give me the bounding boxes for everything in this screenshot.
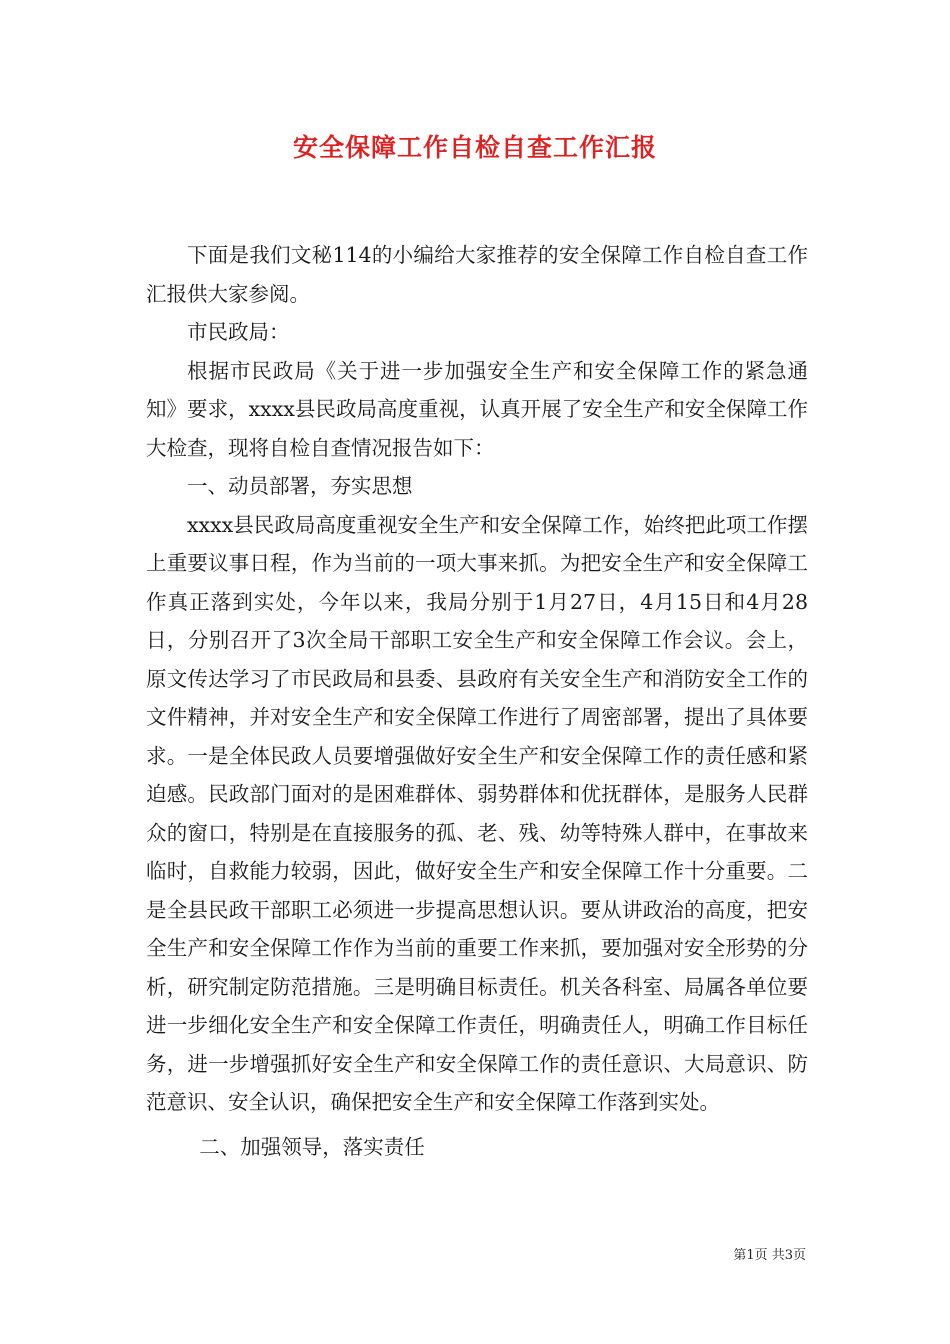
document-body xyxy=(146,236,808,1166)
document-title: 安全保障工作自检自查工作汇报 xyxy=(292,133,657,162)
opening-paragraph: 根据市民政局《关于进一步加强安全生产和安全保障工作的紧急通知》要求，xxxx县民政局高度重视，认真开展了安全生产和安全保障工作大检查，现将自检自查情况报告如下： xyxy=(146,358,808,460)
section-1-paragraph: xxxx县民政局高度重视安全生产和安全保障工作，始终把此项工作摆上重要议事日程，作为当前的一项大事来抓。为把安全生产和安全保障工作真正落到实处，今年以来，我局分别于1月27日，4月15日和4月28日，分别召开了3次全局干部职工安全生产和安全保障工作会议。会上，原文传达学习了市民政局和县委、县政府有关安全生产和消防安全工作的文件精神，并对安全生产和安全保障工作进行了周密部署，提出了具体要求。一是全体民政人员要增强做好安全生产和安全保障工作的责任感和紧迫感。民政部门面对的是困难群体、弱势群体和优抚群体，是服务人民群众的窗口，特别是在直接服务的孤、老、残、幼等特殊人群中，在事故来临时，自救能力较弱，因此，做好安全生产和安全保障工作十分重要。二是全县民政干部职工必须进一步提高思想认识。要从讲政治的高度，把安全生产和安全保障工作作为当前的重要工作来抓，要加强对安全形势的分析，研究制定防范措施。三是明确目标责任。机关各科室、局属各单位要进一步细化安全生产和安全保障工作责任，明确责任人，明确工作目标任务，进一步增强抓好安全生产和安全保障工作的责任意识、大局意识、防范意识、安全认识，确保把安全生产和安全保障工作落到实处。 xyxy=(146,512,808,1114)
intro-paragraph: 下面是我们文秘114的小编给大家推荐的安全保障工作自检自查工作汇报供大家参阅。 xyxy=(146,243,808,306)
page-number-footer: 第1页 共3页 xyxy=(733,1248,806,1263)
salutation: 市民政局： xyxy=(187,320,290,344)
section-heading-1: 一、动员部署，夯实思想 xyxy=(187,474,413,498)
section-heading-2: 二、加强领导，落实责任 xyxy=(199,1134,425,1159)
